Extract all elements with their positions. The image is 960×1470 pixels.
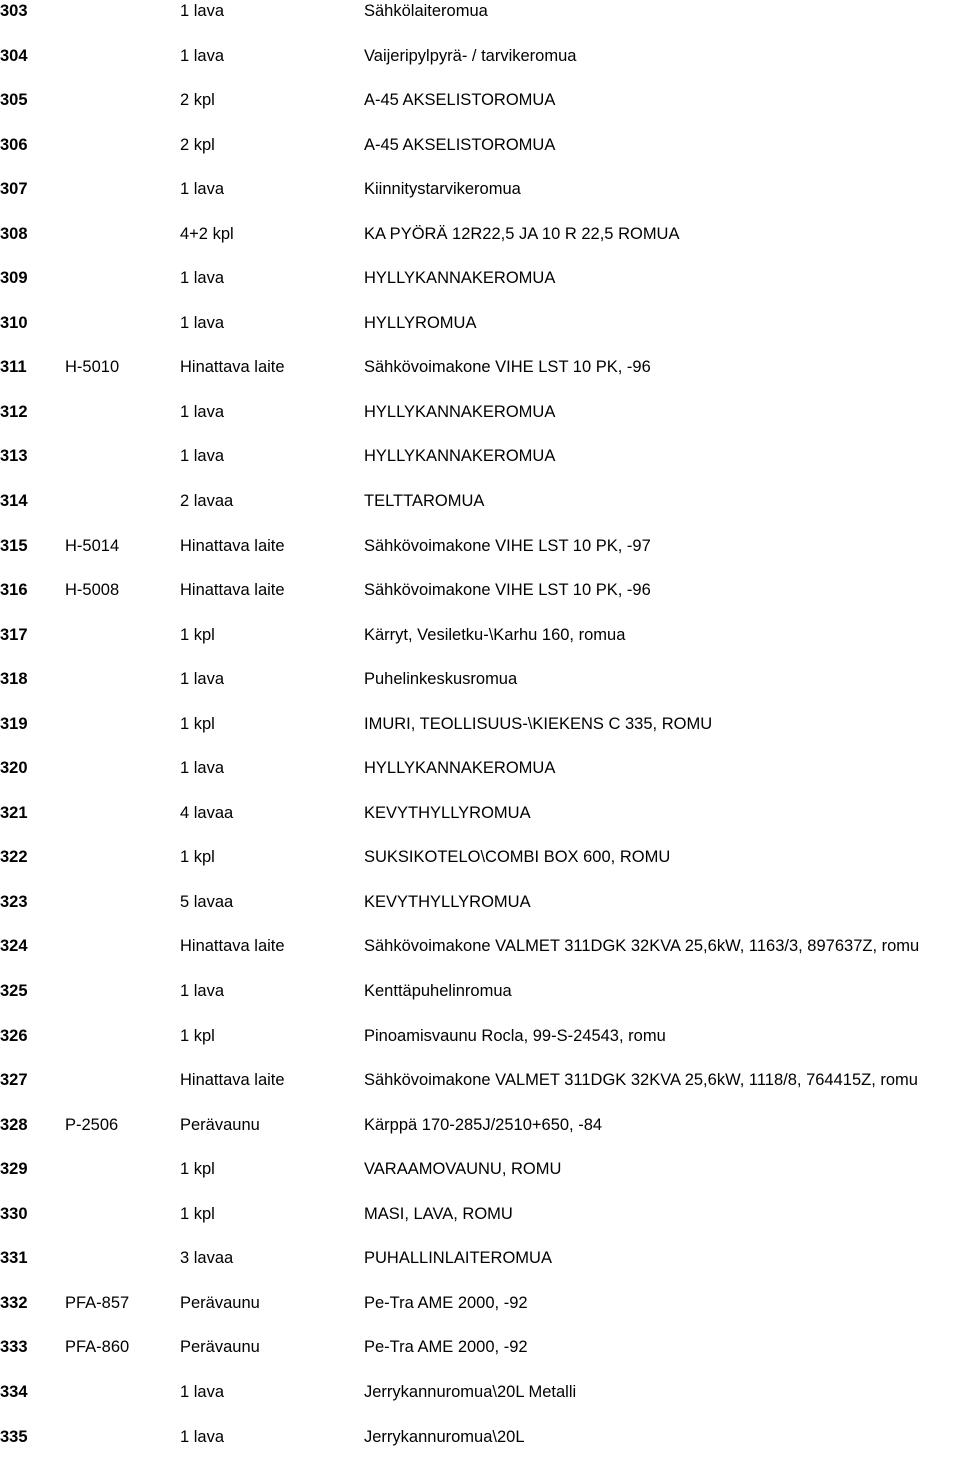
list-item (0, 267, 960, 312)
item-description: TELTTAROMUA (364, 490, 484, 512)
item-quantity: 5 lavaa (180, 891, 233, 913)
list-item (0, 45, 960, 90)
list-item (0, 1069, 960, 1114)
item-description: HYLLYKANNAKEROMUA (364, 401, 555, 423)
item-description: HYLLYKANNAKEROMUA (364, 445, 555, 467)
list-item (0, 1381, 960, 1426)
item-description: A-45 AKSELISTOROMUA (364, 89, 555, 111)
list-item (0, 1203, 960, 1248)
item-quantity: 1 kpl (180, 624, 215, 646)
list-item (0, 935, 960, 980)
item-code: PFA-860 (65, 1336, 129, 1358)
item-number: 307 (0, 178, 28, 200)
list-item (0, 802, 960, 847)
item-number: 334 (0, 1381, 28, 1403)
list-item (0, 624, 960, 669)
item-number: 333 (0, 1336, 28, 1358)
item-quantity: Hinattava laite (180, 1069, 285, 1091)
item-number: 335 (0, 1426, 28, 1448)
item-description: HYLLYKANNAKEROMUA (364, 757, 555, 779)
item-description: KEVYTHYLLYROMUA (364, 802, 531, 824)
item-description: Kenttäpuhelinromua (364, 980, 512, 1002)
item-quantity: 1 lava (180, 757, 224, 779)
item-description: Puhelinkeskusromua (364, 668, 517, 690)
item-quantity: 1 lava (180, 267, 224, 289)
item-description: Pe-Tra AME 2000, -92 (364, 1336, 528, 1358)
item-description: VARAAMOVAUNU, ROMU (364, 1158, 561, 1180)
list-item (0, 980, 960, 1025)
item-quantity: 1 lava (180, 980, 224, 1002)
item-quantity: 4 lavaa (180, 802, 233, 824)
item-quantity: 1 lava (180, 668, 224, 690)
item-number: 317 (0, 624, 28, 646)
item-number: 322 (0, 846, 28, 868)
item-quantity: 1 lava (180, 312, 224, 334)
item-number: 304 (0, 45, 28, 67)
list-item (0, 535, 960, 580)
item-number: 328 (0, 1114, 28, 1136)
item-quantity: 2 lavaa (180, 490, 233, 512)
item-description: MASI, LAVA, ROMU (364, 1203, 513, 1225)
list-item (0, 668, 960, 713)
item-number: 331 (0, 1247, 28, 1269)
item-quantity: 1 lava (180, 178, 224, 200)
list-item (0, 1426, 960, 1470)
item-number: 306 (0, 134, 28, 156)
item-quantity: 1 lava (180, 1426, 224, 1448)
item-code: PFA-857 (65, 1292, 129, 1314)
item-number: 315 (0, 535, 28, 557)
list-item (0, 89, 960, 134)
item-quantity: Hinattava laite (180, 935, 285, 957)
list-item (0, 846, 960, 891)
item-code: P-2506 (65, 1114, 118, 1136)
list-item (0, 891, 960, 936)
item-number: 332 (0, 1292, 28, 1314)
item-quantity: 3 lavaa (180, 1247, 233, 1269)
item-description: Kiinnitystarvikeromua (364, 178, 521, 200)
item-description: Sähkövoimakone VALMET 311DGK 32KVA 25,6kW, 1163/3, 897637Z, romu (364, 935, 919, 957)
item-number: 314 (0, 490, 28, 512)
item-number: 312 (0, 401, 28, 423)
item-number: 316 (0, 579, 28, 601)
list-item (0, 1025, 960, 1070)
item-description: Sähkövoimakone VALMET 311DGK 32KVA 25,6kW, 1118/8, 764415Z, romu (364, 1069, 918, 1091)
item-quantity: 1 kpl (180, 1025, 215, 1047)
item-number: 313 (0, 445, 28, 467)
item-description: Jerrykannuromua\20L Metalli (364, 1381, 576, 1403)
item-description: KA PYÖRÄ 12R22,5 JA 10 R 22,5 ROMUA (364, 223, 679, 245)
item-quantity: 1 kpl (180, 1158, 215, 1180)
item-number: 321 (0, 802, 28, 824)
item-quantity: 1 lava (180, 401, 224, 423)
item-description: A-45 AKSELISTOROMUA (364, 134, 555, 156)
item-quantity: Perävaunu (180, 1114, 260, 1136)
item-description: IMURI, TEOLLISUUS-\KIEKENS C 335, ROMU (364, 713, 712, 735)
item-description: HYLLYROMUA (364, 312, 476, 334)
list-item (0, 445, 960, 490)
item-quantity: 2 kpl (180, 89, 215, 111)
item-quantity: 1 lava (180, 0, 224, 22)
item-quantity: 1 lava (180, 445, 224, 467)
item-code: H-5008 (65, 579, 119, 601)
item-number: 311 (0, 356, 27, 378)
list-item (0, 401, 960, 446)
list-item (0, 0, 960, 45)
item-description: Sähkövoimakone VIHE LST 10 PK, -97 (364, 535, 651, 557)
item-description: SUKSIKOTELO\COMBI BOX 600, ROMU (364, 846, 670, 868)
list-item (0, 1114, 960, 1159)
item-description: HYLLYKANNAKEROMUA (364, 267, 555, 289)
item-quantity: Perävaunu (180, 1292, 260, 1314)
item-quantity: Hinattava laite (180, 535, 285, 557)
item-description: PUHALLINLAITEROMUA (364, 1247, 552, 1269)
item-description: Sähkövoimakone VIHE LST 10 PK, -96 (364, 356, 651, 378)
item-quantity: 1 kpl (180, 846, 215, 868)
item-description: Sähkölaiteromua (364, 0, 488, 22)
item-number: 303 (0, 0, 28, 22)
list-item (0, 178, 960, 223)
item-number: 318 (0, 668, 28, 690)
item-description: Pinoamisvaunu Rocla, 99-S-24543, romu (364, 1025, 666, 1047)
item-description: Sähkövoimakone VIHE LST 10 PK, -96 (364, 579, 651, 601)
list-item (0, 1247, 960, 1292)
item-description: Pe-Tra AME 2000, -92 (364, 1292, 528, 1314)
item-quantity: 4+2 kpl (180, 223, 234, 245)
list-item (0, 490, 960, 535)
list-item (0, 223, 960, 268)
item-quantity: 1 lava (180, 1381, 224, 1403)
item-code: H-5014 (65, 535, 119, 557)
item-number: 330 (0, 1203, 28, 1225)
item-description: Vaijeripylpyrä- / tarvikeromua (364, 45, 576, 67)
list-item (0, 134, 960, 179)
list-item (0, 1292, 960, 1337)
list-item (0, 757, 960, 802)
item-quantity: Hinattava laite (180, 579, 285, 601)
item-quantity: 2 kpl (180, 134, 215, 156)
list-item (0, 713, 960, 758)
item-number: 323 (0, 891, 28, 913)
item-quantity: 1 kpl (180, 1203, 215, 1225)
list-item (0, 356, 960, 401)
item-quantity: Hinattava laite (180, 356, 285, 378)
item-number: 305 (0, 89, 28, 111)
item-quantity: 1 kpl (180, 713, 215, 735)
item-quantity: Perävaunu (180, 1336, 260, 1358)
list-item (0, 1158, 960, 1203)
item-code: H-5010 (65, 356, 119, 378)
item-description: KEVYTHYLLYROMUA (364, 891, 531, 913)
item-description: Kärppä 170-285J/2510+650, -84 (364, 1114, 602, 1136)
list-item (0, 579, 960, 624)
item-number: 308 (0, 223, 28, 245)
item-number: 320 (0, 757, 28, 779)
list-item (0, 312, 960, 357)
item-description: Kärryt, Vesiletku-\Karhu 160, romua (364, 624, 625, 646)
item-number: 324 (0, 935, 28, 957)
item-quantity: 1 lava (180, 45, 224, 67)
item-number: 327 (0, 1069, 28, 1091)
item-number: 325 (0, 980, 28, 1002)
item-number: 309 (0, 267, 28, 289)
item-number: 329 (0, 1158, 28, 1180)
item-description: Jerrykannuromua\20L (364, 1426, 525, 1448)
item-number: 319 (0, 713, 28, 735)
list-item (0, 1336, 960, 1381)
item-number: 310 (0, 312, 28, 334)
item-number: 326 (0, 1025, 28, 1047)
